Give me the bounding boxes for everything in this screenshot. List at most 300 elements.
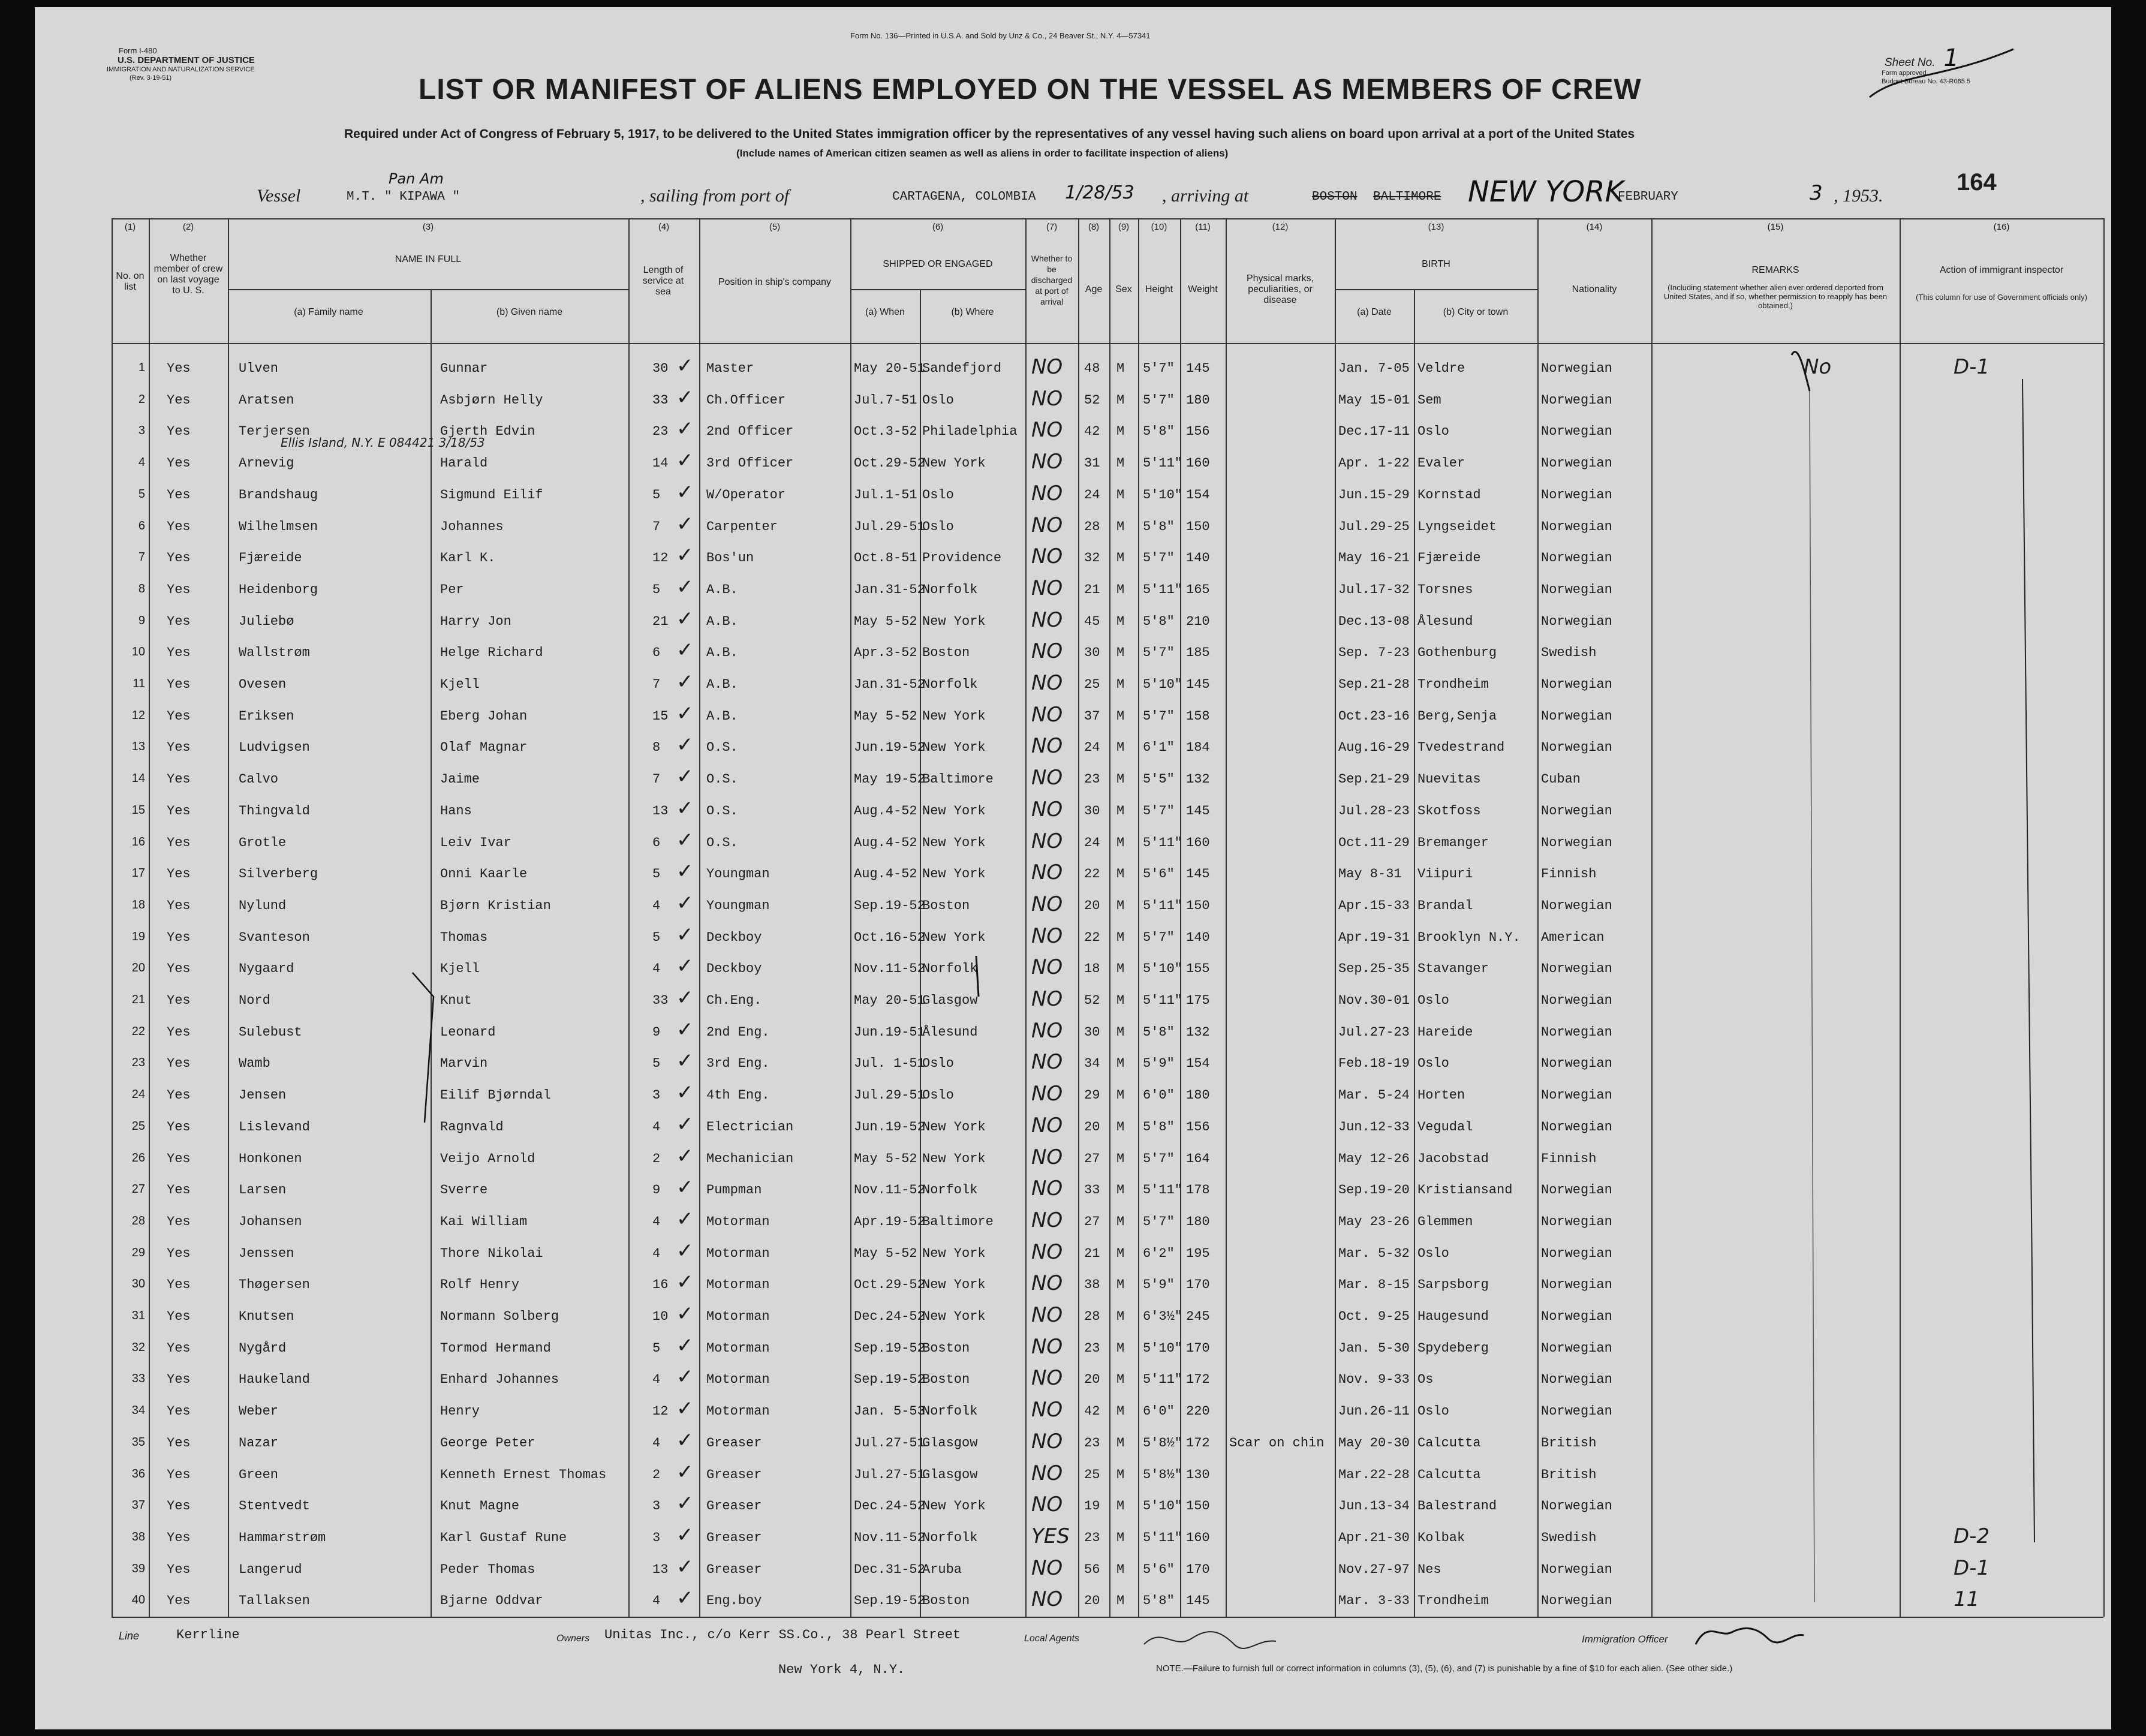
given-name: Knut Magne <box>440 1499 520 1514</box>
family-name: Nazar <box>239 1435 279 1451</box>
row-number: 11 <box>133 677 145 690</box>
vessel-label: Vessel <box>257 186 301 206</box>
sex: M <box>1116 677 1125 692</box>
engaged-where: Providence <box>922 550 1002 566</box>
engaged-where: Norfolk <box>922 582 978 597</box>
row-number: 36 <box>131 1467 145 1481</box>
service-years: 9 <box>652 1024 661 1040</box>
weight: 195 <box>1186 1245 1210 1261</box>
weight: 185 <box>1186 645 1210 661</box>
age: 48 <box>1084 361 1100 376</box>
row-number: 7 <box>138 550 145 564</box>
birth-date: Jan. 5-30 <box>1338 1340 1410 1356</box>
previous-voyage: Yes <box>167 898 191 913</box>
table-row <box>35 1332 2111 1364</box>
position: Motorman <box>706 1372 770 1388</box>
given-name: Thore Nikolai <box>440 1245 543 1261</box>
family-name: Thingvald <box>239 803 310 819</box>
birth-place: Berg,Senja <box>1417 708 1497 724</box>
position: Pumpman <box>706 1183 762 1198</box>
engaged-when: May 5-52 <box>854 613 917 629</box>
col-11-number: (11) <box>1195 222 1211 232</box>
engaged-where: Philadelphia <box>922 424 1018 440</box>
engaged-when: Dec.24-52 <box>854 1309 925 1324</box>
arrival-year: , 1953. <box>1834 186 1883 206</box>
inspector-action: D-1 <box>1954 1556 1990 1580</box>
previous-voyage: Yes <box>167 424 191 440</box>
row-number: 24 <box>131 1088 145 1102</box>
previous-voyage: Yes <box>167 487 191 503</box>
family-name: Ulven <box>239 361 279 376</box>
check-mark-icon: ✓ <box>676 543 694 568</box>
nationality: Swedish <box>1541 645 1597 661</box>
position: Mechanician <box>706 1151 794 1166</box>
birth-date: Sep. 7-23 <box>1338 645 1410 661</box>
row-number: 29 <box>131 1245 145 1259</box>
birth-place: Haugesund <box>1417 1309 1489 1324</box>
line-value: Kerrline <box>176 1627 240 1642</box>
family-name: Stentvedt <box>239 1499 310 1514</box>
service-years: 7 <box>652 677 661 692</box>
engaged-where: Ålesund <box>922 1024 978 1040</box>
weight: 160 <box>1186 456 1210 471</box>
height: 5'10" <box>1143 1340 1183 1356</box>
check-mark-icon: ✓ <box>676 385 694 410</box>
height: 5'8" <box>1143 1024 1175 1040</box>
height: 6'2" <box>1143 1245 1175 1261</box>
engaged-when: Jan.31-52 <box>854 582 925 597</box>
birth-date: Apr.21-30 <box>1338 1530 1410 1545</box>
col-3b-label: (b) Given name <box>496 307 563 317</box>
sex: M <box>1116 1435 1125 1451</box>
previous-voyage: Yes <box>167 1404 191 1419</box>
check-mark-icon: ✓ <box>676 638 694 663</box>
row-number: 26 <box>131 1151 145 1165</box>
col-4-label: Length of service at sea <box>642 265 684 297</box>
engaged-when: Jul.29-51 <box>854 1088 925 1103</box>
line-label: Line <box>119 1630 140 1642</box>
weight: 220 <box>1186 1404 1210 1419</box>
position: Deckboy <box>706 929 762 945</box>
sex: M <box>1116 1372 1125 1388</box>
col-13-number: (13) <box>1428 222 1444 232</box>
service-years: 5 <box>652 582 661 597</box>
family-name: Lislevand <box>239 1119 310 1135</box>
row-number: 6 <box>138 519 145 532</box>
sex: M <box>1116 392 1125 408</box>
table-row <box>35 1395 2111 1427</box>
birth-place: Stavanger <box>1417 961 1489 977</box>
given-name: Helge Richard <box>440 645 543 661</box>
discharge-status: NO <box>1031 1082 1063 1106</box>
sheet-number: Sheet No. 1 <box>1885 44 1959 72</box>
height: 5'11" <box>1143 835 1183 850</box>
discharge-status: NO <box>1031 1177 1063 1201</box>
service-years: 6 <box>652 645 661 661</box>
service-years: 4 <box>652 1435 661 1451</box>
col-15-number: (15) <box>1767 222 1784 232</box>
vessel-name: M.T. " KIPAWA " <box>347 190 460 204</box>
sub-rule <box>228 289 628 290</box>
row-number: 13 <box>131 740 145 754</box>
row-number: 40 <box>131 1593 145 1607</box>
row-number: 10 <box>131 645 145 659</box>
birth-date: May 15-01 <box>1338 392 1410 408</box>
previous-voyage: Yes <box>167 1499 191 1514</box>
given-name: Leonard <box>440 1024 496 1040</box>
table-row <box>35 1016 2111 1048</box>
birth-place: Kolbak <box>1417 1530 1465 1545</box>
given-name: Ragnvald <box>440 1119 504 1135</box>
given-name: Karl Gustaf Rune <box>440 1530 567 1545</box>
family-name: Nylund <box>239 898 287 913</box>
family-name: Aratsen <box>239 392 294 408</box>
service-years: 7 <box>652 772 661 787</box>
position: Greaser <box>706 1530 762 1545</box>
table-row <box>35 574 2111 605</box>
weight: 170 <box>1186 1340 1210 1356</box>
engaged-when: Jan. 5-53 <box>854 1404 925 1419</box>
given-name: Johannes <box>440 519 504 534</box>
height: 6'3½" <box>1143 1309 1183 1324</box>
agent-signature <box>1138 1620 1294 1656</box>
nationality: Norwegian <box>1541 961 1612 977</box>
weight: 145 <box>1186 803 1210 819</box>
position: Greaser <box>706 1562 762 1577</box>
age: 33 <box>1084 1183 1100 1198</box>
age: 19 <box>1084 1499 1100 1514</box>
nationality: Norwegian <box>1541 582 1612 597</box>
row-number: 12 <box>131 708 145 722</box>
form-number: Form I-480 <box>119 46 157 55</box>
check-mark-icon: ✓ <box>676 449 694 473</box>
nationality: Norwegian <box>1541 613 1612 629</box>
birth-date: Jun.12-33 <box>1338 1119 1410 1135</box>
nationality: Norwegian <box>1541 424 1612 440</box>
engaged-where: New York <box>922 1245 986 1261</box>
check-mark-icon: ✓ <box>676 1397 694 1421</box>
position: Youngman <box>706 867 770 882</box>
inspector-action: D-1 <box>1954 355 1990 379</box>
previous-voyage: Yes <box>167 867 191 882</box>
nationality: Norwegian <box>1541 740 1612 756</box>
previous-voyage: Yes <box>167 456 191 471</box>
nationality: Cuban <box>1541 772 1581 787</box>
discharge-status: NO <box>1031 829 1063 853</box>
check-mark-icon: ✓ <box>676 828 694 852</box>
birth-place: Os <box>1417 1372 1434 1388</box>
engaged-where: Oslo <box>922 392 954 408</box>
position: A.B. <box>706 645 738 661</box>
table-row <box>35 384 2111 416</box>
height: 5'6" <box>1143 1562 1175 1577</box>
sex: M <box>1116 1277 1125 1293</box>
previous-voyage: Yes <box>167 519 191 534</box>
service-years: 8 <box>652 740 661 756</box>
engaged-where: Boston <box>922 1340 970 1356</box>
service-years: 12 <box>652 1404 669 1419</box>
age: 23 <box>1084 1530 1100 1545</box>
previous-voyage: Yes <box>167 1056 191 1072</box>
service-years: 33 <box>652 392 669 408</box>
height: 6'0" <box>1143 1404 1175 1419</box>
owners-value: Unitas Inc., c/o Kerr SS.Co., 38 Pearl Street <box>604 1627 961 1642</box>
previous-voyage: Yes <box>167 1530 191 1545</box>
age: 20 <box>1084 1372 1100 1388</box>
weight: 150 <box>1186 1499 1210 1514</box>
previous-voyage: Yes <box>167 392 191 408</box>
table-row <box>35 953 2111 984</box>
row-number: 4 <box>138 456 145 470</box>
table-row <box>35 1522 2111 1553</box>
birth-date: Feb.18-19 <box>1338 1056 1410 1072</box>
height: 5'11" <box>1143 993 1183 1008</box>
engaged-where: Boston <box>922 1593 970 1609</box>
service-years: 33 <box>652 993 669 1008</box>
family-name: Jensen <box>239 1088 287 1103</box>
table-row <box>35 1143 2111 1174</box>
age: 27 <box>1084 1214 1100 1229</box>
sex: M <box>1116 835 1125 850</box>
birth-place: Oslo <box>1417 993 1449 1008</box>
table-row <box>35 827 2111 858</box>
col-6b-label: (b) Where <box>951 307 994 317</box>
position: O.S. <box>706 835 738 850</box>
age: 23 <box>1084 772 1100 787</box>
col-14-label: Nationality <box>1572 284 1617 294</box>
remarks: No <box>1804 355 1832 379</box>
position: 4th Eng. <box>706 1088 770 1103</box>
position: Eng.boy <box>706 1593 762 1609</box>
birth-date: May 20-30 <box>1338 1435 1410 1451</box>
immigration-officer-label: Immigration Officer <box>1582 1633 1668 1645</box>
height: 5'8" <box>1143 1593 1175 1609</box>
engaged-where: Oslo <box>922 1088 954 1103</box>
discharge-status: NO <box>1031 797 1063 822</box>
engaged-when: May 5-52 <box>854 1245 917 1261</box>
weight: 175 <box>1186 993 1210 1008</box>
birth-place: Oslo <box>1417 1404 1449 1419</box>
col-6-number: (6) <box>932 222 944 232</box>
engaged-when: Jun.19-52 <box>854 740 925 756</box>
age: 25 <box>1084 1467 1100 1482</box>
col-10-number: (10) <box>1151 222 1167 232</box>
height: 6'0" <box>1143 1088 1175 1103</box>
previous-voyage: Yes <box>167 1245 191 1261</box>
previous-voyage: Yes <box>167 1183 191 1198</box>
nationality: Norwegian <box>1541 1245 1612 1261</box>
height: 5'7" <box>1143 803 1175 819</box>
engaged-where: New York <box>922 803 986 819</box>
birth-place: Kristiansand <box>1417 1183 1513 1198</box>
position: Motorman <box>706 1214 770 1229</box>
handwritten-annotation: Ellis Island, N.Y. E 084421 3/18/53 <box>281 435 485 450</box>
arriving-handwritten: NEW YORK <box>1468 175 1624 209</box>
table-row <box>35 479 2111 510</box>
height: 5'9" <box>1143 1277 1175 1293</box>
table-row <box>35 353 2111 384</box>
discharge-status: NO <box>1031 987 1063 1011</box>
position: 2nd Officer <box>706 424 794 440</box>
table-row <box>35 669 2111 700</box>
family-name: Sulebust <box>239 1024 302 1040</box>
check-mark-icon: ✓ <box>676 1333 694 1358</box>
birth-date: Jul.28-23 <box>1338 803 1410 819</box>
sex: M <box>1116 1024 1125 1040</box>
engaged-when: Jul.7-51 <box>854 392 917 408</box>
position: Carpenter <box>706 519 778 534</box>
row-number: 2 <box>138 392 145 406</box>
position: 3rd Eng. <box>706 1056 770 1072</box>
weight: 145 <box>1186 867 1210 882</box>
birth-date: Jun.26-11 <box>1338 1404 1410 1419</box>
row-number: 8 <box>138 582 145 595</box>
previous-voyage: Yes <box>167 1562 191 1577</box>
birth-place: Brandal <box>1417 898 1473 913</box>
birth-place: Calcutta <box>1417 1467 1481 1482</box>
row-number: 37 <box>131 1499 145 1512</box>
height: 5'11" <box>1143 1183 1183 1198</box>
service-years: 3 <box>652 1530 661 1545</box>
sub-rule <box>1335 289 1537 290</box>
given-name: Harald <box>440 456 488 471</box>
given-name: Bjarne Oddvar <box>440 1593 543 1609</box>
discharge-status: NO <box>1031 1145 1063 1169</box>
family-name: Fjæreide <box>239 550 302 566</box>
col-13a-label: (a) Date <box>1357 307 1392 317</box>
weight: 160 <box>1186 1530 1210 1545</box>
birth-place: Gothenburg <box>1417 645 1497 661</box>
nationality: Norwegian <box>1541 1277 1612 1293</box>
birth-date: Jun.13-34 <box>1338 1499 1410 1514</box>
service-years: 4 <box>652 1593 661 1609</box>
birth-place: Trondheim <box>1417 677 1489 692</box>
service-years: 13 <box>652 1562 669 1577</box>
check-mark-icon: ✓ <box>676 1144 694 1168</box>
service-years: 30 <box>652 361 669 376</box>
engaged-when: Jul.27-51 <box>854 1467 925 1482</box>
nationality: Norwegian <box>1541 1309 1612 1324</box>
birth-date: Nov. 9-33 <box>1338 1372 1410 1388</box>
discharge-status: NO <box>1031 544 1063 569</box>
given-name: Veijo Arnold <box>440 1151 535 1166</box>
row-number: 39 <box>131 1562 145 1575</box>
nationality: Norwegian <box>1541 1214 1612 1229</box>
birth-date: Oct.11-29 <box>1338 835 1410 850</box>
age: 20 <box>1084 1119 1100 1135</box>
weight: 132 <box>1186 1024 1210 1040</box>
birth-date: Sep.25-35 <box>1338 961 1410 977</box>
age: 23 <box>1084 1435 1100 1451</box>
sex: M <box>1116 1467 1125 1482</box>
weight: 154 <box>1186 487 1210 503</box>
table-row <box>35 511 2111 542</box>
family-name: Nord <box>239 993 270 1008</box>
previous-voyage: Yes <box>167 961 191 977</box>
given-name: Kai William <box>440 1214 528 1229</box>
check-mark-icon: ✓ <box>676 417 694 441</box>
engaged-where: New York <box>922 1309 986 1324</box>
previous-voyage: Yes <box>167 1372 191 1388</box>
weight: 150 <box>1186 519 1210 534</box>
service-years: 4 <box>652 961 661 977</box>
birth-place: Glemmen <box>1417 1214 1473 1229</box>
family-name: Hammarstrøm <box>239 1530 326 1545</box>
age: 30 <box>1084 645 1100 661</box>
age: 21 <box>1084 1245 1100 1261</box>
position: Ch.Officer <box>706 392 786 408</box>
row-number: 35 <box>131 1435 145 1449</box>
sailing-label: , sailing from port of <box>640 186 790 206</box>
engaged-where: Norfolk <box>922 1530 978 1545</box>
table-row <box>35 890 2111 921</box>
discharge-status: NO <box>1031 734 1063 759</box>
owners-city: New York 4, N.Y. <box>778 1662 905 1677</box>
service-years: 5 <box>652 487 661 503</box>
age: 24 <box>1084 835 1100 850</box>
sailing-date: 1/28/53 <box>1065 182 1134 203</box>
arrival-day: 3 <box>1810 181 1823 205</box>
service-years: 15 <box>652 708 669 724</box>
previous-voyage: Yes <box>167 929 191 945</box>
position: Master <box>706 361 754 376</box>
check-mark-icon: ✓ <box>676 1081 694 1105</box>
service-years: 13 <box>652 803 669 819</box>
engaged-where: Baltimore <box>922 772 994 787</box>
discharge-status: NO <box>1031 892 1063 916</box>
position: A.B. <box>706 582 738 597</box>
col-10-label: Height <box>1145 284 1173 294</box>
sex: M <box>1116 550 1125 566</box>
nationality: Norwegian <box>1541 835 1612 850</box>
check-mark-icon: ✓ <box>676 1270 694 1295</box>
engaged-where: Oslo <box>922 1056 954 1072</box>
position: Ch.Eng. <box>706 993 762 1008</box>
discharge-status: NO <box>1031 1461 1063 1485</box>
age: 22 <box>1084 929 1100 945</box>
check-mark-icon: ✓ <box>676 1112 694 1136</box>
family-name: Nygaard <box>239 961 294 977</box>
subtitle: Required under Act of Congress of February 5, 1917, to be delivered to the United States immigration officer by the representatives of any vessel having such aliens on board upon arrival at a port of the United States <box>344 127 1635 141</box>
nationality: Swedish <box>1541 1530 1597 1545</box>
birth-place: Jacobstad <box>1417 1151 1489 1166</box>
col-5-number: (5) <box>769 222 781 232</box>
birth-date: Mar. 5-24 <box>1338 1088 1410 1103</box>
arriving-label: , arriving at <box>1162 186 1249 206</box>
family-name: Juliebø <box>239 613 294 629</box>
col-3-label: NAME IN FULL <box>395 254 462 264</box>
check-mark-icon: ✓ <box>676 954 694 979</box>
row-number: 25 <box>131 1119 145 1133</box>
position: A.B. <box>706 708 738 724</box>
birth-place: Viipuri <box>1417 867 1473 882</box>
given-name: Peder Thomas <box>440 1562 535 1577</box>
owners-label: Owners <box>556 1633 590 1644</box>
engaged-where: Aruba <box>922 1562 962 1577</box>
family-name: Wallstrøm <box>239 645 310 661</box>
position: O.S. <box>706 772 738 787</box>
sex: M <box>1116 898 1125 913</box>
weight: 170 <box>1186 1277 1210 1293</box>
height: 5'10" <box>1143 961 1183 977</box>
row-number: 31 <box>131 1309 145 1322</box>
age: 29 <box>1084 1088 1100 1103</box>
table-row <box>35 1427 2111 1458</box>
discharge-status: NO <box>1031 1303 1063 1327</box>
engaged-when: Oct.29-52 <box>854 1277 925 1293</box>
nationality: Norwegian <box>1541 487 1612 503</box>
birth-place: Fjæreide <box>1417 550 1481 566</box>
